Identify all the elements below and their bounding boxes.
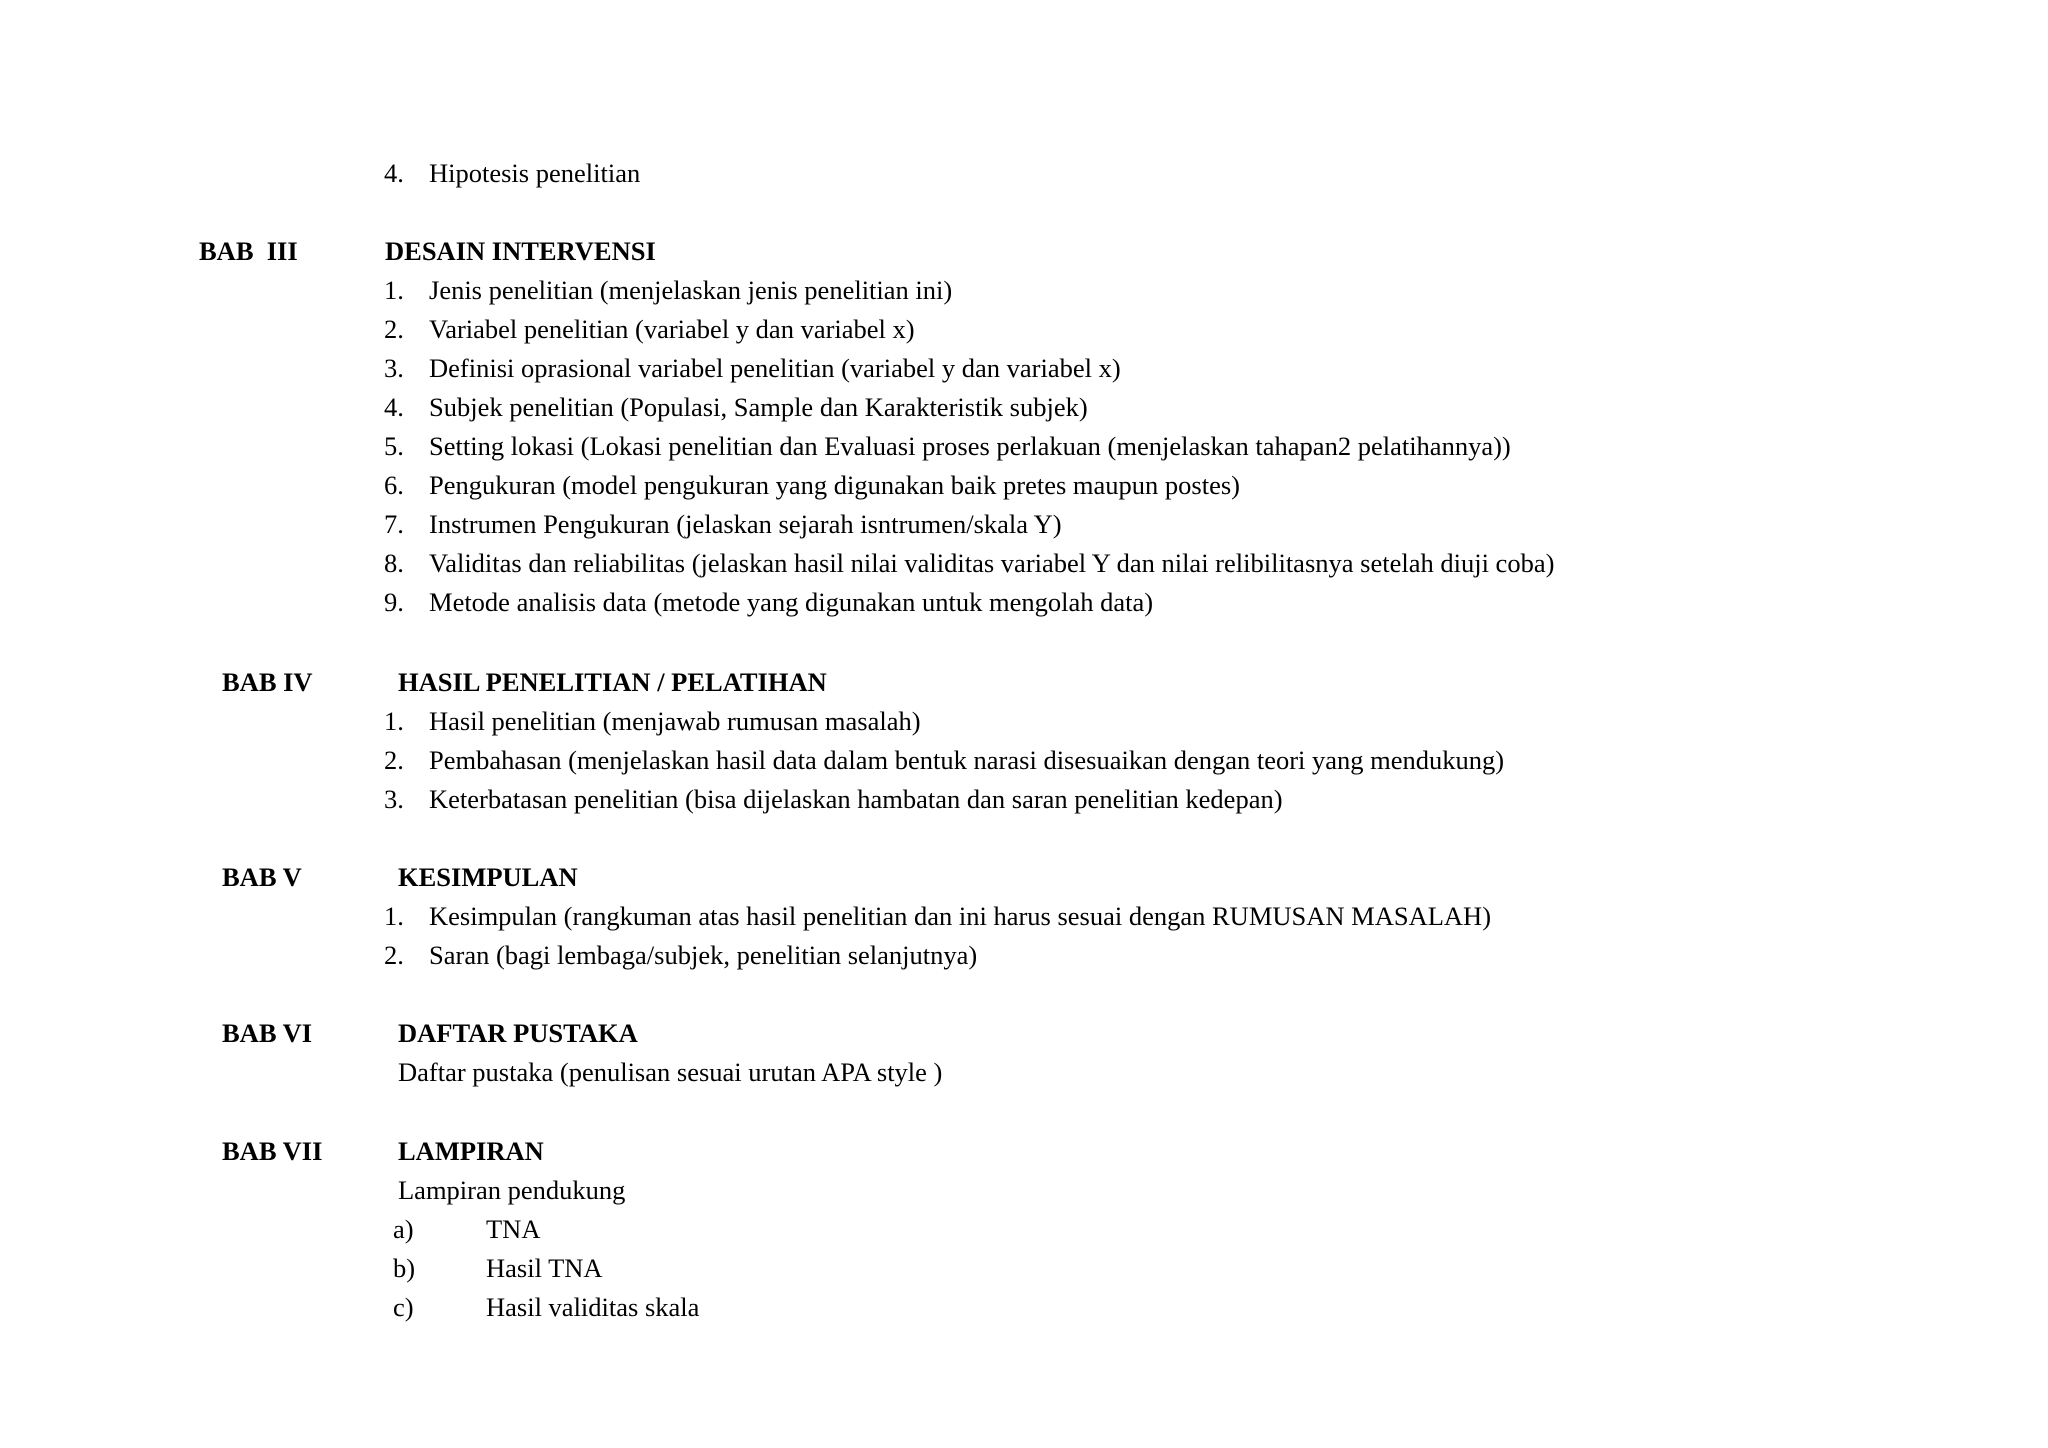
list-item-text: Hasil TNA [486, 1253, 603, 1283]
list-item-text: Subjek penelitian (Populasi, Sample dan Karakteristik subjek) [429, 392, 1088, 422]
chapter-title-kesimpulan: KESIMPULAN [398, 862, 578, 892]
chapter-label-bab-iv: BAB IV [222, 667, 313, 697]
list-item-text: Hasil penelitian (menjawab rumusan masalah) [429, 706, 921, 736]
chapter-label-bab-vii: BAB VII [222, 1136, 323, 1166]
list-item-text: Saran (bagi lembaga/subjek, penelitian selanjutnya) [429, 940, 978, 970]
list-item-number: 9. [384, 587, 404, 617]
list-item-number: 1. [384, 275, 404, 305]
list-item-text: Pembahasan (menjelaskan hasil data dalam bentuk narasi disesuaikan dengan teori yang mendukung) [429, 745, 1505, 775]
list-item-number: 5. [384, 431, 404, 461]
list-item-text: Metode analisis data (metode yang digunakan untuk mengolah data) [429, 587, 1154, 617]
list-item-letter: b) [393, 1253, 416, 1283]
list-item-text: Hasil validitas skala [486, 1292, 700, 1322]
list-item-text: Instrumen Pengukuran (jelaskan sejarah isntrumen/skala Y) [429, 509, 1062, 539]
chapter-label-bab-v: BAB V [222, 862, 302, 892]
chapter-label-bab-iii: BAB III [199, 236, 298, 266]
chapter-title-hasil-penelitian: HASIL PENELITIAN / PELATIHAN [398, 667, 827, 697]
list-item-text: Keterbatasan penelitian (bisa dijelaskan hambatan dan saran penelitian kedepan) [429, 784, 1283, 814]
list-item-number: 2. [384, 745, 404, 775]
list-item-number: 6. [384, 470, 404, 500]
chapter-label-bab-vi: BAB VI [222, 1018, 313, 1048]
list-item-letter: c) [393, 1292, 414, 1322]
list-item-number: 7. [384, 509, 404, 539]
list-item-number: 1. [384, 706, 404, 736]
list-item-number: 2. [384, 940, 404, 970]
list-item-text: Variabel penelitian (variabel y dan variabel x) [429, 314, 915, 344]
list-item-number: 3. [384, 784, 404, 814]
list-item-text: Kesimpulan (rangkuman atas hasil penelitian dan ini harus sesuai dengan RUMUSAN MASALAH) [429, 901, 1492, 931]
chapter-title-lampiran: LAMPIRAN [398, 1136, 544, 1166]
list-item-text: Definisi oprasional variabel penelitian (variabel y dan variabel x) [429, 353, 1121, 383]
list-item-number: 4. [384, 158, 404, 188]
list-item-text: Pengukuran (model pengukuran yang digunakan baik pretes maupun postes) [429, 470, 1240, 500]
list-item-text: Jenis penelitian (menjelaskan jenis penelitian ini) [429, 275, 953, 305]
list-item-number: 4. [384, 392, 404, 422]
list-item-number: 2. [384, 314, 404, 344]
chapter-body-text: Lampiran pendukung [398, 1175, 626, 1205]
list-item-number: 8. [384, 548, 404, 578]
list-item-text: Setting lokasi (Lokasi penelitian dan Evaluasi proses perlakuan (menjelaskan tahapan2 pelatihannya)) [429, 431, 1511, 461]
list-item-text: TNA [486, 1214, 541, 1244]
chapter-body-text: Daftar pustaka (penulisan sesuai urutan APA style ) [398, 1057, 943, 1087]
chapter-title-desain-intervensi: DESAIN INTERVENSI [385, 236, 656, 266]
list-item-text: Hipotesis penelitian [429, 158, 641, 188]
list-item-number: 3. [384, 353, 404, 383]
list-item-text: Validitas dan reliabilitas (jelaskan hasil nilai validitas variabel Y dan nilai relibilitasnya setelah diuji coba) [429, 548, 1555, 578]
list-item-letter: a) [393, 1214, 414, 1244]
chapter-title-daftar-pustaka: DAFTAR PUSTAKA [398, 1018, 638, 1048]
list-item-number: 1. [384, 901, 404, 931]
